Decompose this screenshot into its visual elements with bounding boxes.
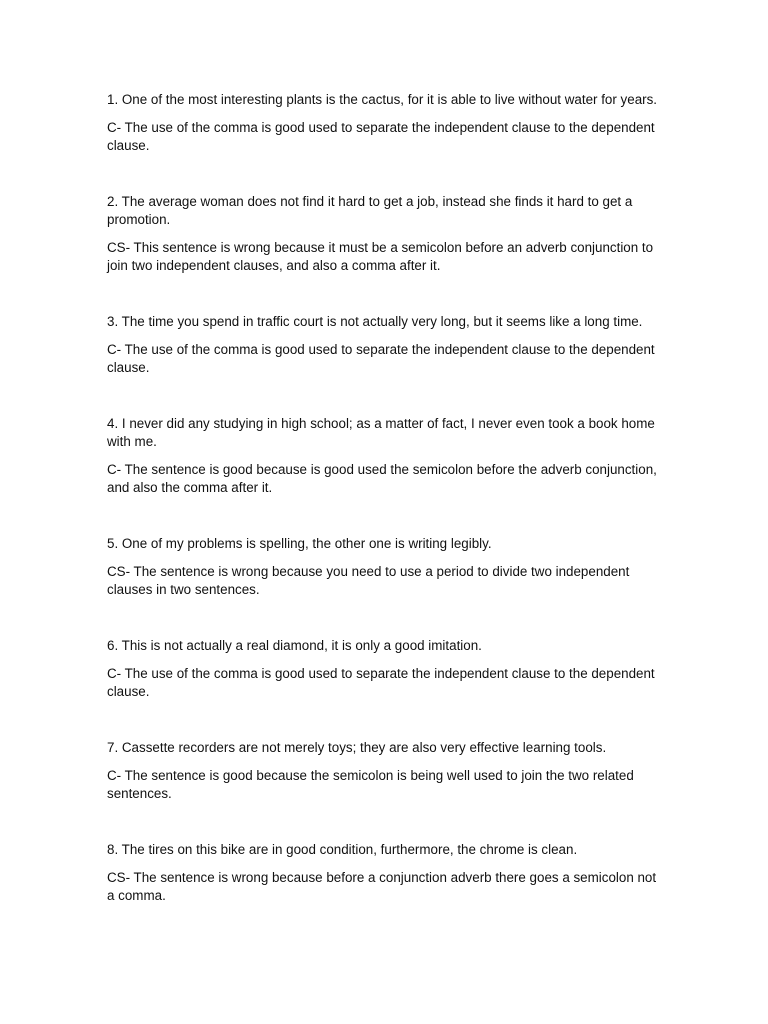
exercise-sentence: 4. I never did any studying in high school; as a matter of fact, I never even took a book home with me. [107,416,655,449]
document-page [107,91,667,905]
exercise-sentence: 5. One of my problems is spelling, the other one is writing legibly. [107,536,492,551]
exercise-item-7 [107,739,667,803]
exercise-sentence: 3. The time you spend in traffic court is not actually very long, but it seems like a long time. [107,314,643,329]
exercise-item-8 [107,841,667,905]
exercise-answer: CS- The sentence is wrong because before a conjunction adverb there goes a semicolon not a comma. [107,870,657,903]
exercise-answer: CS- The sentence is wrong because you need to use a period to divide two independent clauses in two sentences. [107,564,630,597]
exercise-answer: C- The use of the comma is good used to separate the independent clause to the dependent clause. [107,666,655,699]
exercise-item-6 [107,637,667,701]
exercise-sentence: 6. This is not actually a real diamond, it is only a good imitation. [107,638,482,653]
exercise-answer: C- The sentence is good because the semicolon is being well used to join the two related sentences. [107,768,634,801]
exercise-answer: C- The use of the comma is good used to separate the independent clause to the dependent clause. [107,120,655,153]
exercise-item-3 [107,313,667,377]
exercise-item-5 [107,535,667,599]
exercise-answer: C- The sentence is good because is good used the semicolon before the adverb conjunction, and also the comma after it. [107,462,657,495]
exercise-sentence: 7. Cassette recorders are not merely toys; they are also very effective learning tools. [107,740,607,755]
exercise-sentence: 8. The tires on this bike are in good condition, furthermore, the chrome is clean. [107,842,578,857]
exercise-sentence: 2. The average woman does not find it hard to get a job, instead she finds it hard to get a promotion. [107,194,633,227]
exercise-answer: CS- This sentence is wrong because it must be a semicolon before an adverb conjunction to join two independent clauses, and also a comma after it. [107,240,654,273]
exercise-item-4 [107,415,667,497]
exercise-item-1 [107,91,667,155]
exercise-answer: C- The use of the comma is good used to separate the independent clause to the dependent clause. [107,342,655,375]
exercise-sentence: 1. One of the most interesting plants is the cactus, for it is able to live without water for years. [107,92,658,107]
exercise-item-2 [107,193,667,275]
